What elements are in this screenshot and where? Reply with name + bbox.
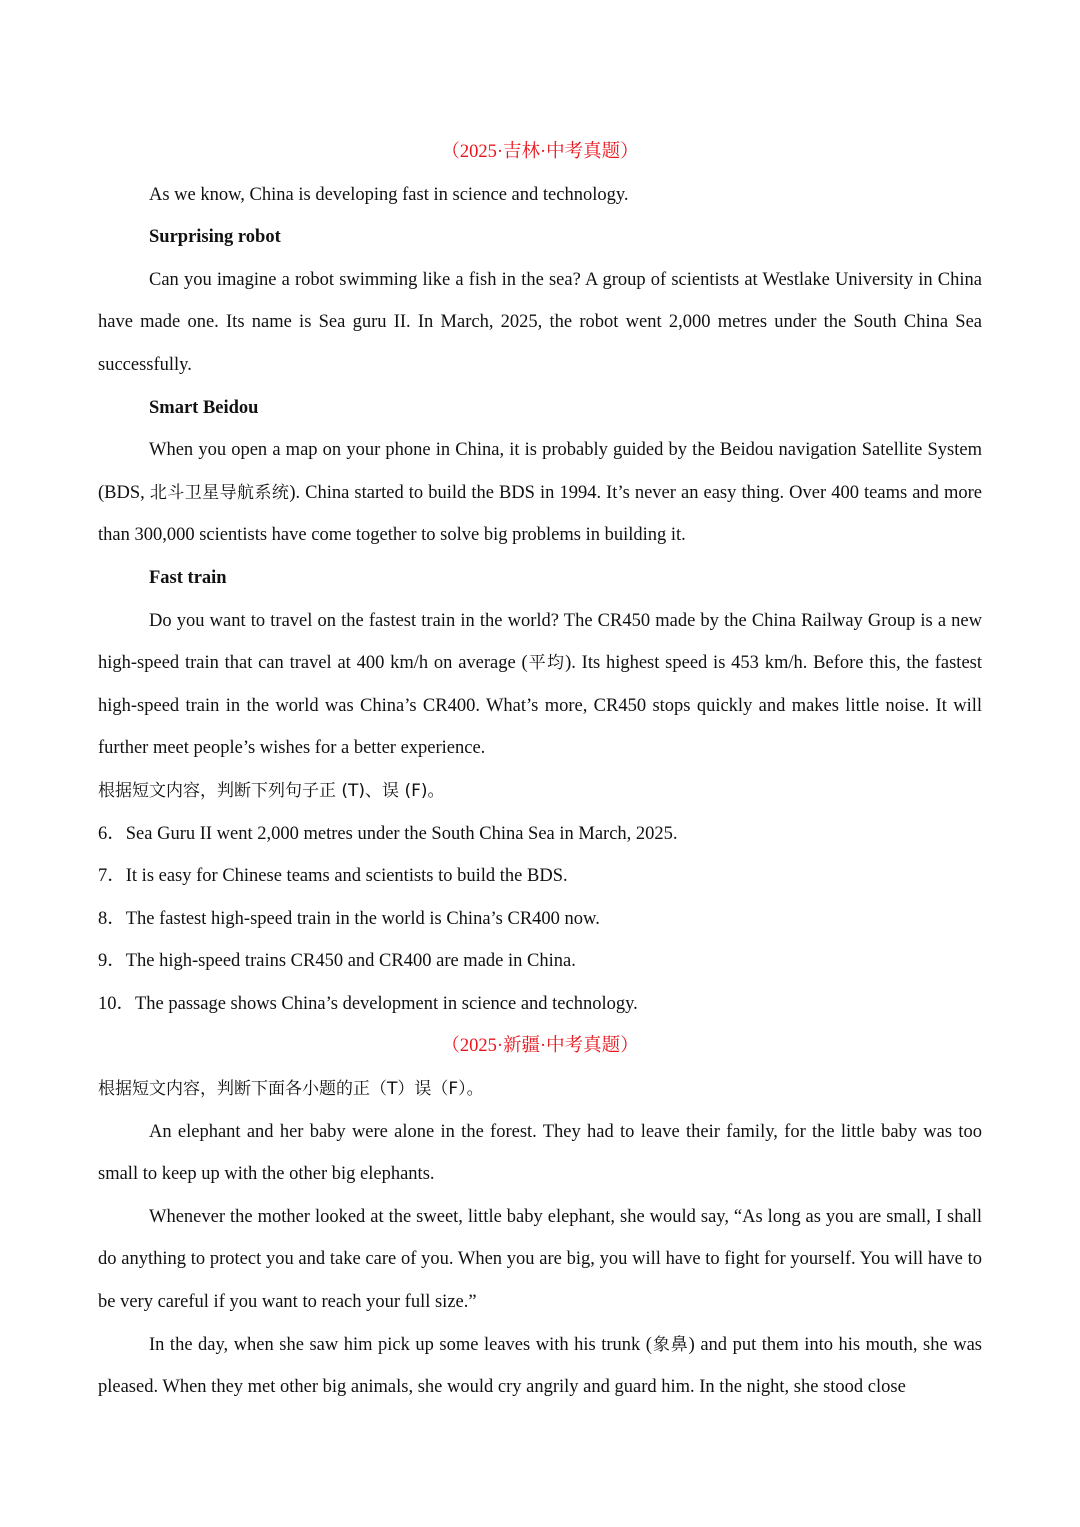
question-7: 7．It is easy for Chinese teams and scientists to build the BDS. xyxy=(98,866,568,887)
intro-sentence: As we know, China is developing fast in science and technology. xyxy=(149,184,629,205)
heading-surprising-robot: Surprising robot xyxy=(149,227,281,248)
paragraph-beidou-part1: When you open a map on your phone in China, it is probably guided by the Beidou navigation Satellite System (BDS, xyxy=(98,440,982,503)
paragraph-beidou xyxy=(98,429,982,557)
paragraph-elephant-2: Whenever the mother looked at the sweet, little baby elephant, she would say, “As long as you are small, I shall do anything to protect you and take care of you. When you are big, you will have to fight for yourself. You will have to be very careful if you want to reach your full size.” xyxy=(98,1206,982,1313)
paragraph-elephant-3 xyxy=(98,1324,982,1409)
paragraph-beidou-gloss: 北斗卫星导航系统 xyxy=(149,482,290,503)
question-6: 6．Sea Guru II went 2,000 metres under the South China Sea in March, 2025. xyxy=(98,823,678,844)
paragraph-beidou-part2: ). China started to build the BDS in 1994. It’s never an easy thing. Over 400 teams and more than 300,000 scientists have come together to solve big problems in building it. xyxy=(98,482,982,546)
instruction-xinjiang: 根据短文内容，判断下面各小题的正（T）误（F）。 xyxy=(98,1079,484,1100)
source-label-xinjiang: （2025·新疆·中考真题） xyxy=(441,1036,639,1057)
paragraph-train-part2: ). Its highest speed is 453 km/h. Before this, the fastest high-speed train in the world was China’s CR400. What’s more, CR450 stops quickly and makes little noise. It will further meet people’s wishes for a better experience. xyxy=(98,653,982,759)
question-9: 9．The high-speed trains CR450 and CR400 are made in China. xyxy=(98,951,576,972)
question-10: 10．The passage shows China’s development in science and technology. xyxy=(98,993,638,1014)
paragraph-elephant-3-part2: ) and put them into his mouth, she was pleased. When they met other big animals, she would cry angrily and guard him. In the night, she stood close xyxy=(98,1334,983,1398)
paragraph-robot: Can you imagine a robot swimming like a fish in the sea? A group of scientists at Westlake University in China have made one. Its name is Sea guru II. In March, 2025, the robot went 2,000 metres under the South China Sea successfully. xyxy=(98,269,982,375)
paragraph-train xyxy=(98,600,982,770)
source-label-jilin: （2025·吉林·中考真题） xyxy=(441,142,639,162)
paragraph-train-part1: Do you want to travel on the fastest train in the world? The CR450 made by the China Railway Group is a new high-speed train that can travel at 400 km/h on average ( xyxy=(98,610,982,674)
paragraph-elephant-3-gloss: 象鼻 xyxy=(651,1334,689,1355)
paragraph-elephant-1: An elephant and her baby were alone in the forest. They had to leave their family, for the little baby was too small to keep up with the other big elephants. xyxy=(98,1121,982,1185)
heading-fast-train: Fast train xyxy=(149,567,227,588)
document-page xyxy=(98,131,982,1409)
paragraph-train-gloss: 平均 xyxy=(527,653,566,674)
paragraph-elephant-3-part1: In the day, when she saw him pick up some leaves with his trunk ( xyxy=(149,1334,652,1355)
question-8: 8．The fastest high-speed train in the world is China’s CR400 now. xyxy=(98,908,600,929)
heading-smart-beidou: Smart Beidou xyxy=(149,397,259,418)
instruction-jilin: 根据短文内容，判断下列句子正 (T)、误 (F)。 xyxy=(98,780,445,801)
